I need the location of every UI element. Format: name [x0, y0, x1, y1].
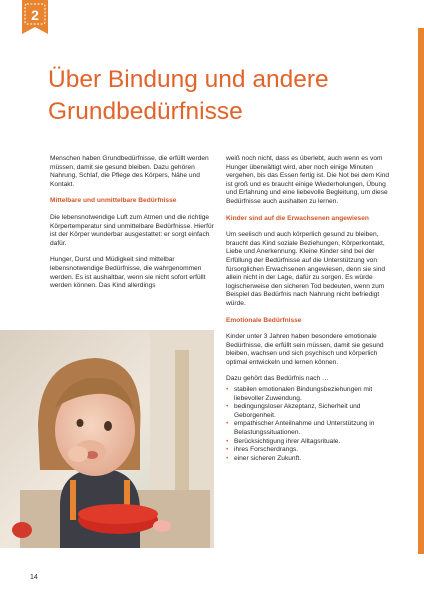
list-item: • stabilen emotionalen Bindungsbeziehungen mit liebevoller Zuwendung.: [226, 386, 396, 403]
subheading-emotionale: Emotionale Bedürfnisse: [226, 316, 302, 324]
child-photo-illustration: [0, 330, 214, 548]
paragraph-unmittelbare: Die lebensnotwendige Luft zum Atmen und die richtige Körpertemperatur sind unmittelbare Bedürfnisse. Hierfür ist der Körper wunderbar ausgestattet: er sorgt einfach dafür.: [50, 213, 214, 247]
list-item: • bedingungsloser Akzeptanz, Sicherheit und Geborgenheit.: [226, 403, 396, 420]
title-line-1: Über Bindung und andere: [48, 66, 329, 93]
list-item: • ihres Forscherdrangs.: [226, 446, 396, 455]
paragraph-hunger: Hunger, Durst und Müdigkeit sind mittelbar lebensnotwendige Bedürfnisse, die wahrgenommen werden. Es ist aushaltbar, wenn sie nicht sofort erfüllt werden können. Das Kind allerdings: [50, 256, 206, 290]
chapter-badge: [22, 0, 48, 34]
paragraph-continuation: weiß noch nicht, dass es überlebt, auch wenn es vom Hunger überwältigt wird, aber noch einige Minuten vergehen, bis das Essen fertig ist. Die Not bei dem Kind ist groß und es braucht einige Wiederholungen, Übung und Erfahrung und eine liebevolle Begleitung, um diese Bedürfnisse auch aushalten zu lernen.: [226, 155, 390, 205]
paragraph-kinder-unter-3: Kinder unter 3 Jahren haben besondere emotionale Bedürfnisse, die erfüllt sein müssen, damit sie gesund bleiben, wachsen und sich psychisch und körperlich optimal entwickeln und lernen können.: [226, 333, 384, 366]
paragraph-seelisch: Um seelisch und auch körperlich gesund zu bleiben, braucht das Kind soziale Beziehungen, Körperkontakt, Liebe und Anerkennung. Kleine Kinder sind bei der Erfüllung der Bedürfnisse auf die Unterstützung von fürsorglichen Erwachsenen angewiesen, denn sie sind allein nicht in der Lage, dafür zu sorgen. Es würde logischerweise den sicheren Tod bedeuten, wenn zum Beispiel das Bedürfnis nach Nahrung nicht befriedigt würde.: [226, 231, 386, 307]
left-column: [50, 155, 214, 299]
page-number: 14: [30, 574, 38, 581]
page-edge-accent-bar: [418, 28, 424, 554]
child-eating-photo: [0, 330, 214, 548]
subheading-erwachsenen: Kinder sind auf die Erwachsenen angewiesen: [226, 214, 369, 222]
list-intro: Dazu gehört das Bedürfnis nach …: [226, 375, 329, 383]
subheading-mittelbare: Mittelbare und unmittelbare Bedürfnisse: [50, 197, 177, 205]
title-line-2: Grundbedürfnisse: [48, 98, 243, 125]
list-item: • Berücksichtigung ihrer Alltagsrituale.: [226, 438, 396, 447]
intro-paragraph: Menschen haben Grundbedürfnisse, die erfüllt werden müssen, damit sie gesund bleiben. Dazu gehören Nahrung, Schlaf, die Pflege des Körpers, Nähe und Kontakt.: [50, 155, 209, 188]
page-title: [48, 64, 388, 128]
list-item: • einer sicheren Zukunft.: [226, 455, 396, 464]
chapter-number: 2: [31, 7, 39, 23]
list-item: • empathischer Anteilnahme und Unterstützung in Belastungssituationen.: [226, 420, 396, 437]
needs-list: [226, 386, 396, 463]
right-column: [226, 155, 396, 463]
